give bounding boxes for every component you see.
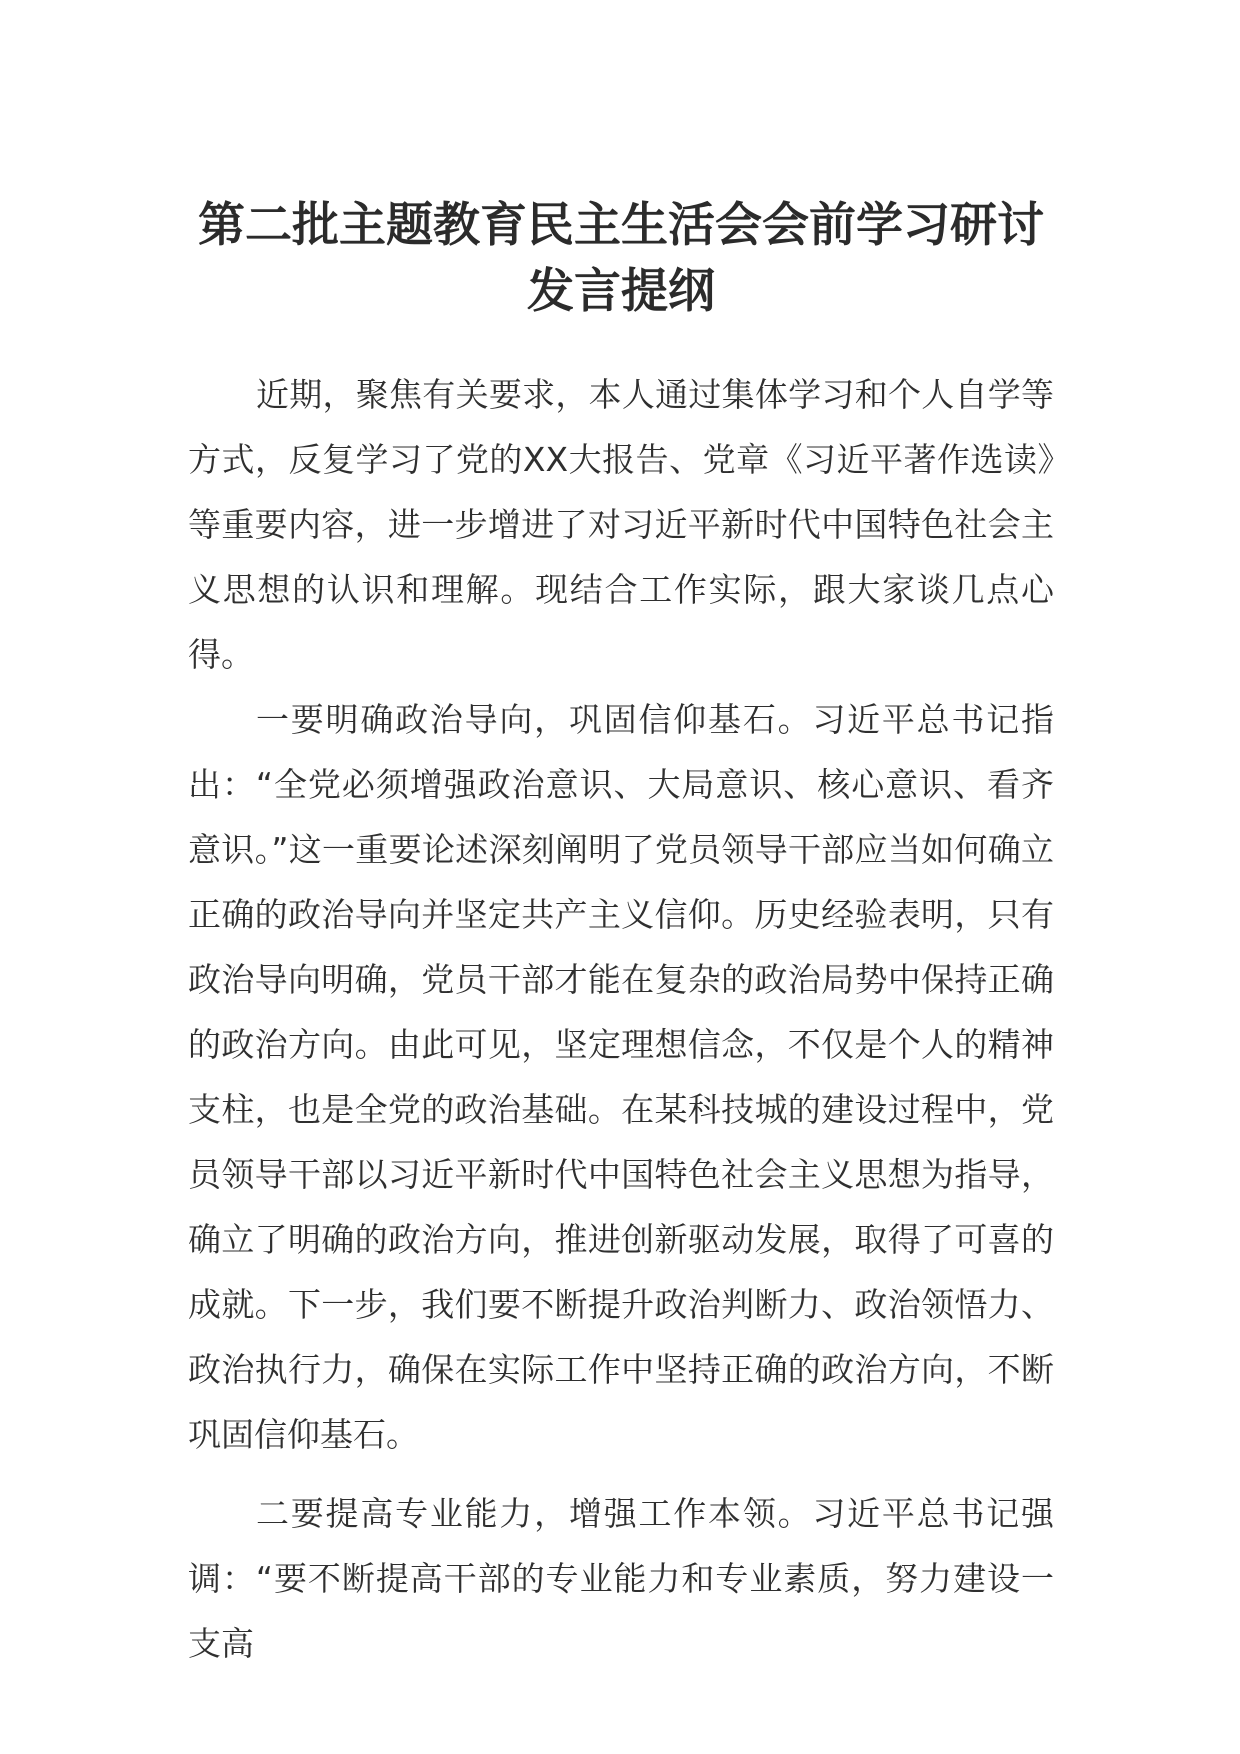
paragraph-intro: 近期，聚焦有关要求，本人通过集体学习和个人自学等方式，反复学习了党的XX大报告、党章《习近平著作选读》等重要内容，进一步增进了对习近平新时代中国特色社会主义思想的认识和理解。现结合工作实际，跟大家谈几点心得。	[188, 375, 1054, 674]
document-body	[188, 362, 1054, 1676]
document-title: 第二批主题教育民主生活会会前学习研讨发言提纲	[198, 198, 1044, 319]
paragraph-point-one: 一要明确政治导向，巩固信仰基石。习近平总书记指出：“全党必须增强政治意识、大局意识、核心意识、看齐意识。”这一重要论述深刻阐明了党员领导干部应当如何确立正确的政治导向并坚定共产主义信仰。历史经验表明，只有政治导向明确，党员干部才能在复杂的政治局势中保持正确的政治方向。由此可见，坚定理想信念，不仅是个人的精神支柱，也是全党的政治基础。在某科技城的建设过程中，党员领导干部以习近平新时代中国特色社会主义思想为指导，确立了明确的政治方向，推进创新驱动发展，取得了可喜的成就。下一步，我们要不断提升政治判断力、政治领悟力、政治执行力，确保在实际工作中坚持正确的政治方向，不断巩固信仰基石。	[188, 700, 1054, 1454]
paragraph-point-two: 二要提高专业能力，增强工作本领。习近平总书记强调：“要不断提高干部的专业能力和专业素质，努力建设一支高	[188, 1494, 1054, 1663]
